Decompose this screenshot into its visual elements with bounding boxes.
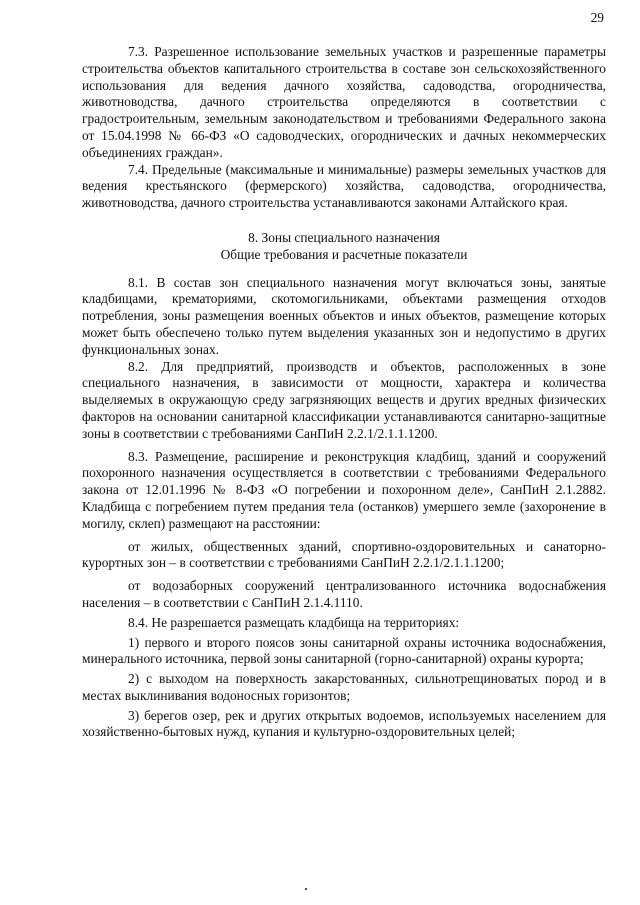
scan-speck [305,888,307,890]
document-body [82,44,606,741]
list-item-1: 1) первого и второго поясов зоны санитарной охраны источника водоснабжения, минерального источника, первой зоны санитарной (горно-санитарной) охраны курорта; [82,634,606,667]
section-title: 8. Зоны специального назначения [248,229,440,245]
paragraph-8-3-water: от водозаборных сооружений централизованного источника водоснабжения населения – в соответствии с СанПиН 2.1.4.1110. [82,578,606,610]
paragraph-8-4: 8.4. Не разрешается размещать кладбища на территориях: [128,614,460,630]
page-number: 29 [590,10,604,25]
section-subtitle: Общие требования и расчетные показатели [220,246,468,262]
paragraph-8-2: 8.2. Для предприятий, производств и объектов, расположенных в зоне специального назначения, в зависимости от мощности, характера и количества выделяемых в окружающую среду загрязняющих веществ и других вредных физических факторов на основании санитарной классификации устанавливаются санитарно-защитные зоны в соответствии с требованиями СанПиН 2.2.1/2.1.1.1200. [82,358,606,441]
paragraph-8-1: 8.1. В состав зон специального назначения могут включаться зоны, занятые кладбищами, крематориями, скотомогильниками, объектами размещения отходов потребления, зоны размещения военных объектов и иных объектов, размещение которых может быть обеспечено только путем выделения указанных зон и недопустимо в других функциональных зонах. [82,274,606,357]
paragraph-7-3: 7.3. Разрешенное использование земельных участков и разрешенные параметры строительства объектов капитального строительства в составе зон сельскохозяйственного использования для ведения дачного хозяйства, садоводства, огородничества, животноводства, дачного строительства определяются в соответствии с градостроительным, земельным законодательством и требованиями Федерального закона от 15.04.1998 № 66-ФЗ «О садоводческих, огороднических и дачных некоммерческих объединениях граждан». [82,44,606,160]
paragraph-7-4: 7.4. Предельные (максимальные и минимальные) размеры земельных участков для ведения крестьянского (фермерского) хозяйства, садоводства, огородничества, животноводства, дачного строительства устанавливаются законами Алтайского края. [82,161,606,211]
list-item-3: 3) берегов озер, рек и других открытых водоемов, используемых населением для хозяйственно-бытовых нужд, купания и культурно-оздоровительных целей; [82,707,606,740]
paragraph-8-3-residential: от жилых, общественных зданий, спортивно-оздоровительных и санаторно-курортных зон – в соответствии с требованиями СанПиН 2.2.1/2.1.1.1200; [82,538,606,571]
section-heading [82,230,606,264]
paragraph-8-3: 8.3. Размещение, расширение и реконструкция кладбищ, зданий и сооружений похоронного назначения осуществляется в соответствии с требованиями Федерального закона от 12.01.1996 № 8-ФЗ «О погребении и похоронном деле», СанПиН 2.1.2882. Кладбища с погребением путем предания тела (останков) умершего земле (захоронение в могилу, склеп) размещают на расстоянии: [82,448,606,531]
list-item-2: 2) с выходом на поверхность закарстованных, сильнотрещиноватых пород и в местах выклинивания водоносных горизонтов; [82,671,606,703]
